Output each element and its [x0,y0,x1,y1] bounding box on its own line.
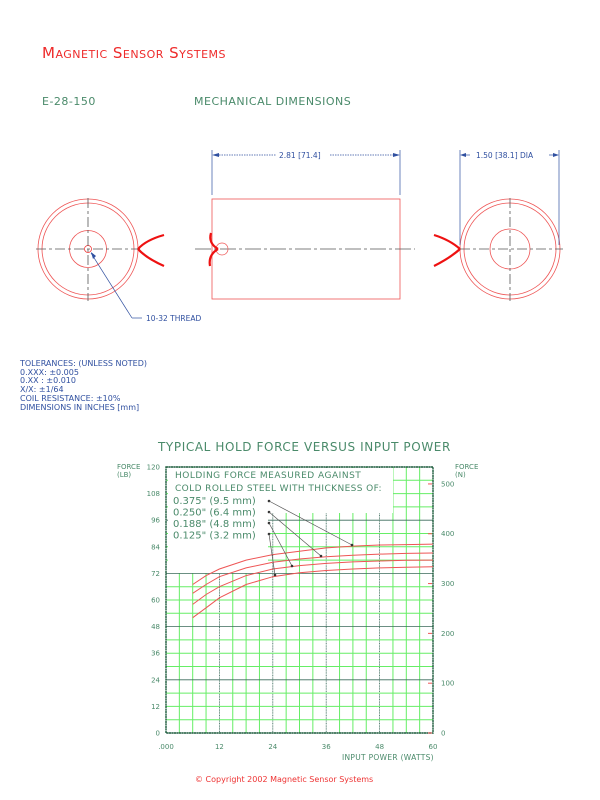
svg-text:60: 60 [428,743,438,751]
svg-text:24: 24 [268,743,278,751]
length-dimension: 2.81 [71.4] [279,151,321,160]
tolerance-line: 0.XX : ±0.010 [20,376,76,386]
copyright: © Copyright 2002 Magnetic Sensor Systems [195,775,374,784]
tolerance-line: 0.XXX: ±0.005 [20,367,79,377]
svg-text:72: 72 [151,569,160,578]
svg-text:60: 60 [151,596,160,605]
svg-text:0.250" (6.4 mm): 0.250" (6.4 mm) [173,507,256,519]
svg-text:0.125" (3.2 mm): 0.125" (3.2 mm) [173,530,256,542]
right-end-view [434,150,563,301]
svg-text:36: 36 [151,649,160,658]
svg-text:500: 500 [441,480,455,489]
svg-text:48: 48 [375,743,385,751]
mechanical-drawing [0,0,600,340]
tolerance-line: X/X: ±1/64 [20,385,64,395]
svg-text:HOLDING FORCE MEASURED AGAINST: HOLDING FORCE MEASURED AGAINST [175,471,362,481]
svg-text:120: 120 [146,463,160,472]
svg-text:24: 24 [151,676,160,685]
svg-text:0: 0 [441,729,446,738]
thread-callout-label: 10-32 THREAD [146,314,202,323]
svg-text:100: 100 [441,679,455,688]
svg-text:48: 48 [151,623,160,632]
svg-text:12: 12 [151,702,160,711]
svg-text:.000: .000 [158,743,174,751]
left-axis-label: FORCE (LB) [117,463,141,479]
svg-text:0.375" (9.5 mm): 0.375" (9.5 mm) [173,496,256,507]
chart-title: TYPICAL HOLD FORCE VERSUS INPUT POWER [158,440,451,454]
tolerances-block [20,360,147,412]
svg-text:200: 200 [441,629,455,638]
svg-text:COLD ROLLED STEEL WITH THICKNE: COLD ROLLED STEEL WITH THICKNESS OF: [175,484,382,494]
brand-title: Magnetic Sensor Systems [42,44,227,62]
hold-force-chart [0,455,600,765]
svg-text:300: 300 [441,580,455,589]
svg-text:96: 96 [151,516,160,525]
section-title: MECHANICAL DIMENSIONS [194,95,352,108]
side-view [195,150,415,299]
svg-text:108: 108 [146,490,160,499]
svg-text:400: 400 [441,530,455,539]
svg-text:0: 0 [155,729,160,738]
svg-text:0.188" (4.8 mm): 0.188" (4.8 mm) [173,519,256,530]
svg-text:INPUT POWER (WATTS): INPUT POWER (WATTS) [342,753,434,762]
left-end-view [36,198,164,301]
svg-text:36: 36 [321,743,331,751]
diameter-dimension: 1.50 [38.1] DIA [476,151,534,160]
tolerance-line: COIL RESISTANCE: ±10% [20,393,121,403]
svg-text:84: 84 [151,543,160,552]
tolerance-line: TOLERANCES: (UNLESS NOTED) [20,359,148,368]
right-axis-label: FORCE (N) [455,463,479,479]
svg-text:12: 12 [214,743,224,751]
tolerance-line: DIMENSIONS IN INCHES [mm] [20,402,140,412]
part-number: E-28-150 [42,95,96,108]
